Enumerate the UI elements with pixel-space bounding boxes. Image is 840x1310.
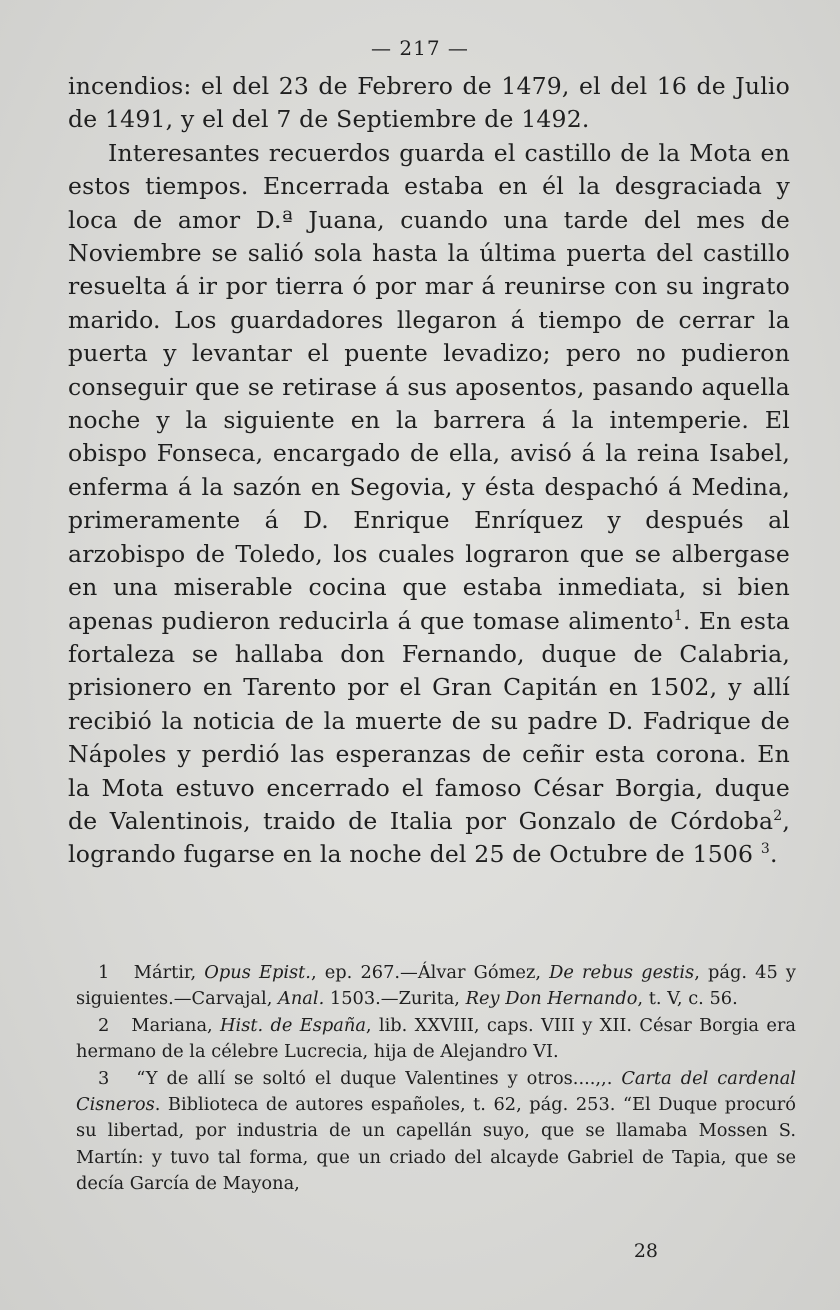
footnote-text: “Y de allí se soltó el duque Valentines y otros....,,. [136, 1067, 622, 1089]
footnote-number: 3 [98, 1067, 110, 1089]
paragraph [68, 70, 790, 137]
footnote-text: , t. V, c. 56. [637, 988, 738, 1010]
footnote-ref: 1 [673, 607, 683, 624]
footnote-text: Mariana, [131, 1014, 221, 1036]
footnote-ref: 2 [773, 807, 783, 824]
footnote [76, 960, 796, 1013]
citation-title: Carta del cardenal Cisneros [76, 1067, 796, 1116]
citation-title: De rebus gestis [549, 962, 695, 983]
footnote-text: , lib. XXVIII, caps. VIII y XII. César Borgia era hermano de la célebre Lucrecia, hija de Alejandro VI. [76, 1014, 796, 1063]
footnote-text: Mártir, [133, 962, 205, 983]
paragraph-text: incendios: el del 23 de Febrero de 1479, el del 16 de Julio de 1491, y el del 7 de Septiembre de 1492. [68, 72, 790, 134]
paragraph: Interesantes recuerdos guarda el castillo de la Mota en estos tiempos. Encerrada estaba en él la desgraciada y loca de amor D.ª Juana, cuando una tarde del mes de Noviembre se salió sola hasta la última puerta del castillo resuelta á ir por tierra ó por mar á reunirse con su ingrato marido. Los guardadores llegaron á tiempo de cerrar la puerta y levantar el puente levadizo; pero no pudieron conseguir que se retirase á sus aposentos, pasando aquella noche y la siguiente en la barrera á la intemperie. El obispo Fonseca, encargado de ella, avisó á la reina Isabel, enferma á la sazón en Segovia, y ésta despachó á Medina, primeramente á D. Enrique Enríquez y después al arzobispo de Toledo, los cuales lograron que se albergase en una miserable cocina que estaba inmediata, si bien apenas pudieron reducirla á que tomase alimento$^1$. En esta fortaleza se hallaba don Fernando, duque de Calabria, prisionero en Tarento por el Gran Capitán en 1502, y allí recibió la noticia de la muerte de su padre D. Fadrique de Nápoles y perdió las esperanzas de ceñir esta corona. En la Mota estuvo encerrado el famoso César Borgia, duque de Valentinois, traido de Italia por Gonzalo de Córdoba$^2$, logrando fugarse en la noche del 25 de Octubre de 1506 $^3$. [68, 138, 790, 869]
paragraph-text: Interesantes recuerdos guarda el castillo de la Mota en estos tiempos. Encerrada estaba en él la desgraciada y loca de amor D.ª Juana, cuando una tarde del mes de Noviembre se salió sola hasta la última puerta del castillo resuelta á ir por tierra ó por mar á reunirse con su ingrato marido. Los guardadores llegaron á tiempo de cerrar la puerta y levantar el puente levadizo; pero no pudieron conseguir que se retirase á sus aposentos, pasando aquella noche y la siguiente en la barrera á la intemperie. El obispo Fonseca, encargado de ella, avisó á la reina Isabel, enferma á la sazón en Segovia, y ésta despachó á Medina, primeramente á D. Enrique Enríquez y después al arzobispo de Toledo, los cuales lograron que se albergase en una miserable cocina que estaba inmediata, si bien apenas pudieron reducirla á que tomase alimento [68, 138, 790, 635]
citation-title: Rey Don Hernando [465, 988, 638, 1010]
signature-mark: 28 [633, 1240, 658, 1262]
citation-title: Hist. de España [220, 1014, 366, 1036]
footnote-text: 1503.—Zurita, [324, 988, 466, 1010]
footnote-text: , ep. 267.—Álvar Gómez, [310, 962, 550, 983]
paragraph-text: , logrando fugarse en la noche del 25 de Octubre de 1506 [68, 806, 790, 869]
footnote [76, 1066, 796, 1198]
citation-title: Anal. [278, 988, 325, 1010]
footnote-text: . Biblioteca de autores españoles, t. 62, pág. 253. “El Duque procuró su libertad, por industria de un capellán suyo, que se llamaba Mossen S. Martín: y tuvo tal forma, que un criado del alcayde Gabriel de Tapia, que se decía García de Mayona, [76, 1094, 796, 1195]
footnote-number: 1 [98, 962, 110, 983]
footnote-number: 2 [98, 1014, 110, 1036]
citation-title: Opus Epist. [204, 962, 311, 983]
paragraph-text: En esta fortaleza se hallaba don Fernando, duque de Calabria, prisionero en Tarento por el Gran Capitán en 1502, y allí recibió la noticia de la muerte de su padre D. Fadrique de Nápoles y perdió las esperanzas de ceñir esta corona. En la Mota estuvo encerrado el famoso César Borgia, duque de Valentinois, traido de Italia por Gonzalo de Córdoba [68, 606, 790, 835]
page-number-header: — 217 — [371, 36, 469, 60]
main-text [68, 70, 790, 872]
footnote-text: , pág. 45 y siguientes.—Carvajal, [76, 962, 796, 1010]
footnotes [76, 960, 796, 1198]
footnote [76, 1013, 796, 1066]
footnote-ref: 3 [760, 841, 770, 858]
